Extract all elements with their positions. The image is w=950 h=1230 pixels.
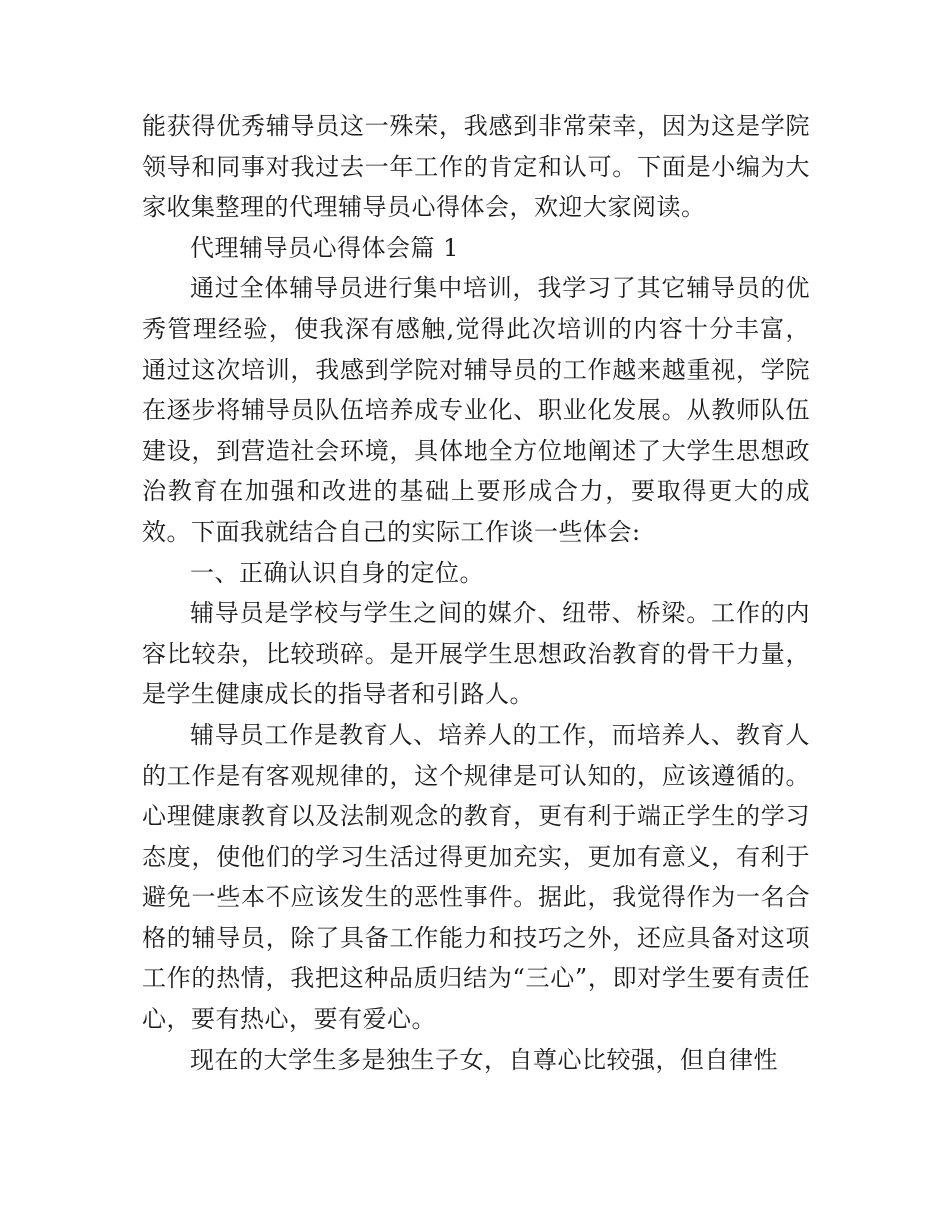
body-paragraph: 通过全体辅导员进行集中培训，我学习了其它辅导员的优秀管理经验，使我深有感触,觉得此次培训的内容十分丰富，通过这次培训，我感到学院对辅导员的工作越来越重视，学院在逐步将辅导员队伍培养成专业化、职业化发展。从教师队伍建设，到营造社会环境，具体地全方位地阐述了大学生思想政治教育在加强和改进的基础上要形成合力，要取得更大的成效。下面我就结合自己的实际工作谈一些体会:	[142, 274, 810, 546]
section-title: 代理辅导员心得体会篇 1	[190, 233, 459, 262]
intro-paragraph: 能获得优秀辅导员这一殊荣，我感到非常荣幸，因为这是学院领导和同事对我过去一年工作的肯定和认可。下面是小编为大家收集整理的代理辅导员心得体会，欢迎大家阅读。	[142, 112, 810, 222]
body-paragraph: 辅导员是学校与学生之间的媒介、纽带、桥梁。工作的内容比较杂，比较琐碎。是开展学生思想政治教育的骨干力量，是学生健康成长的指导者和引路人。	[142, 599, 810, 709]
subsection-heading: 一、正确认识自身的定位。	[190, 558, 484, 587]
document-body	[142, 106, 810, 1080]
body-paragraph: 辅导员工作是教育人、培养人的工作，而培养人、教育人的工作是有客观规律的，这个规律是可认知的，应该遵循的。心理健康教育以及法制观念的教育，更有利于端正学生的学习态度，使他们的学习生活过得更加充实，更加有意义，有利于避免一些本不应该发生的恶性事件。据此，我觉得作为一名合格的辅导员，除了具备工作能力和技巧之外，还应具备对这项工作的热情，我把这种品质归结为“三心”，即对学生要有责任心，要有热心，要有爱心。	[142, 720, 810, 1034]
body-paragraph: 现在的大学生多是独生子女，自尊心比较强，但自律性	[190, 1045, 778, 1074]
